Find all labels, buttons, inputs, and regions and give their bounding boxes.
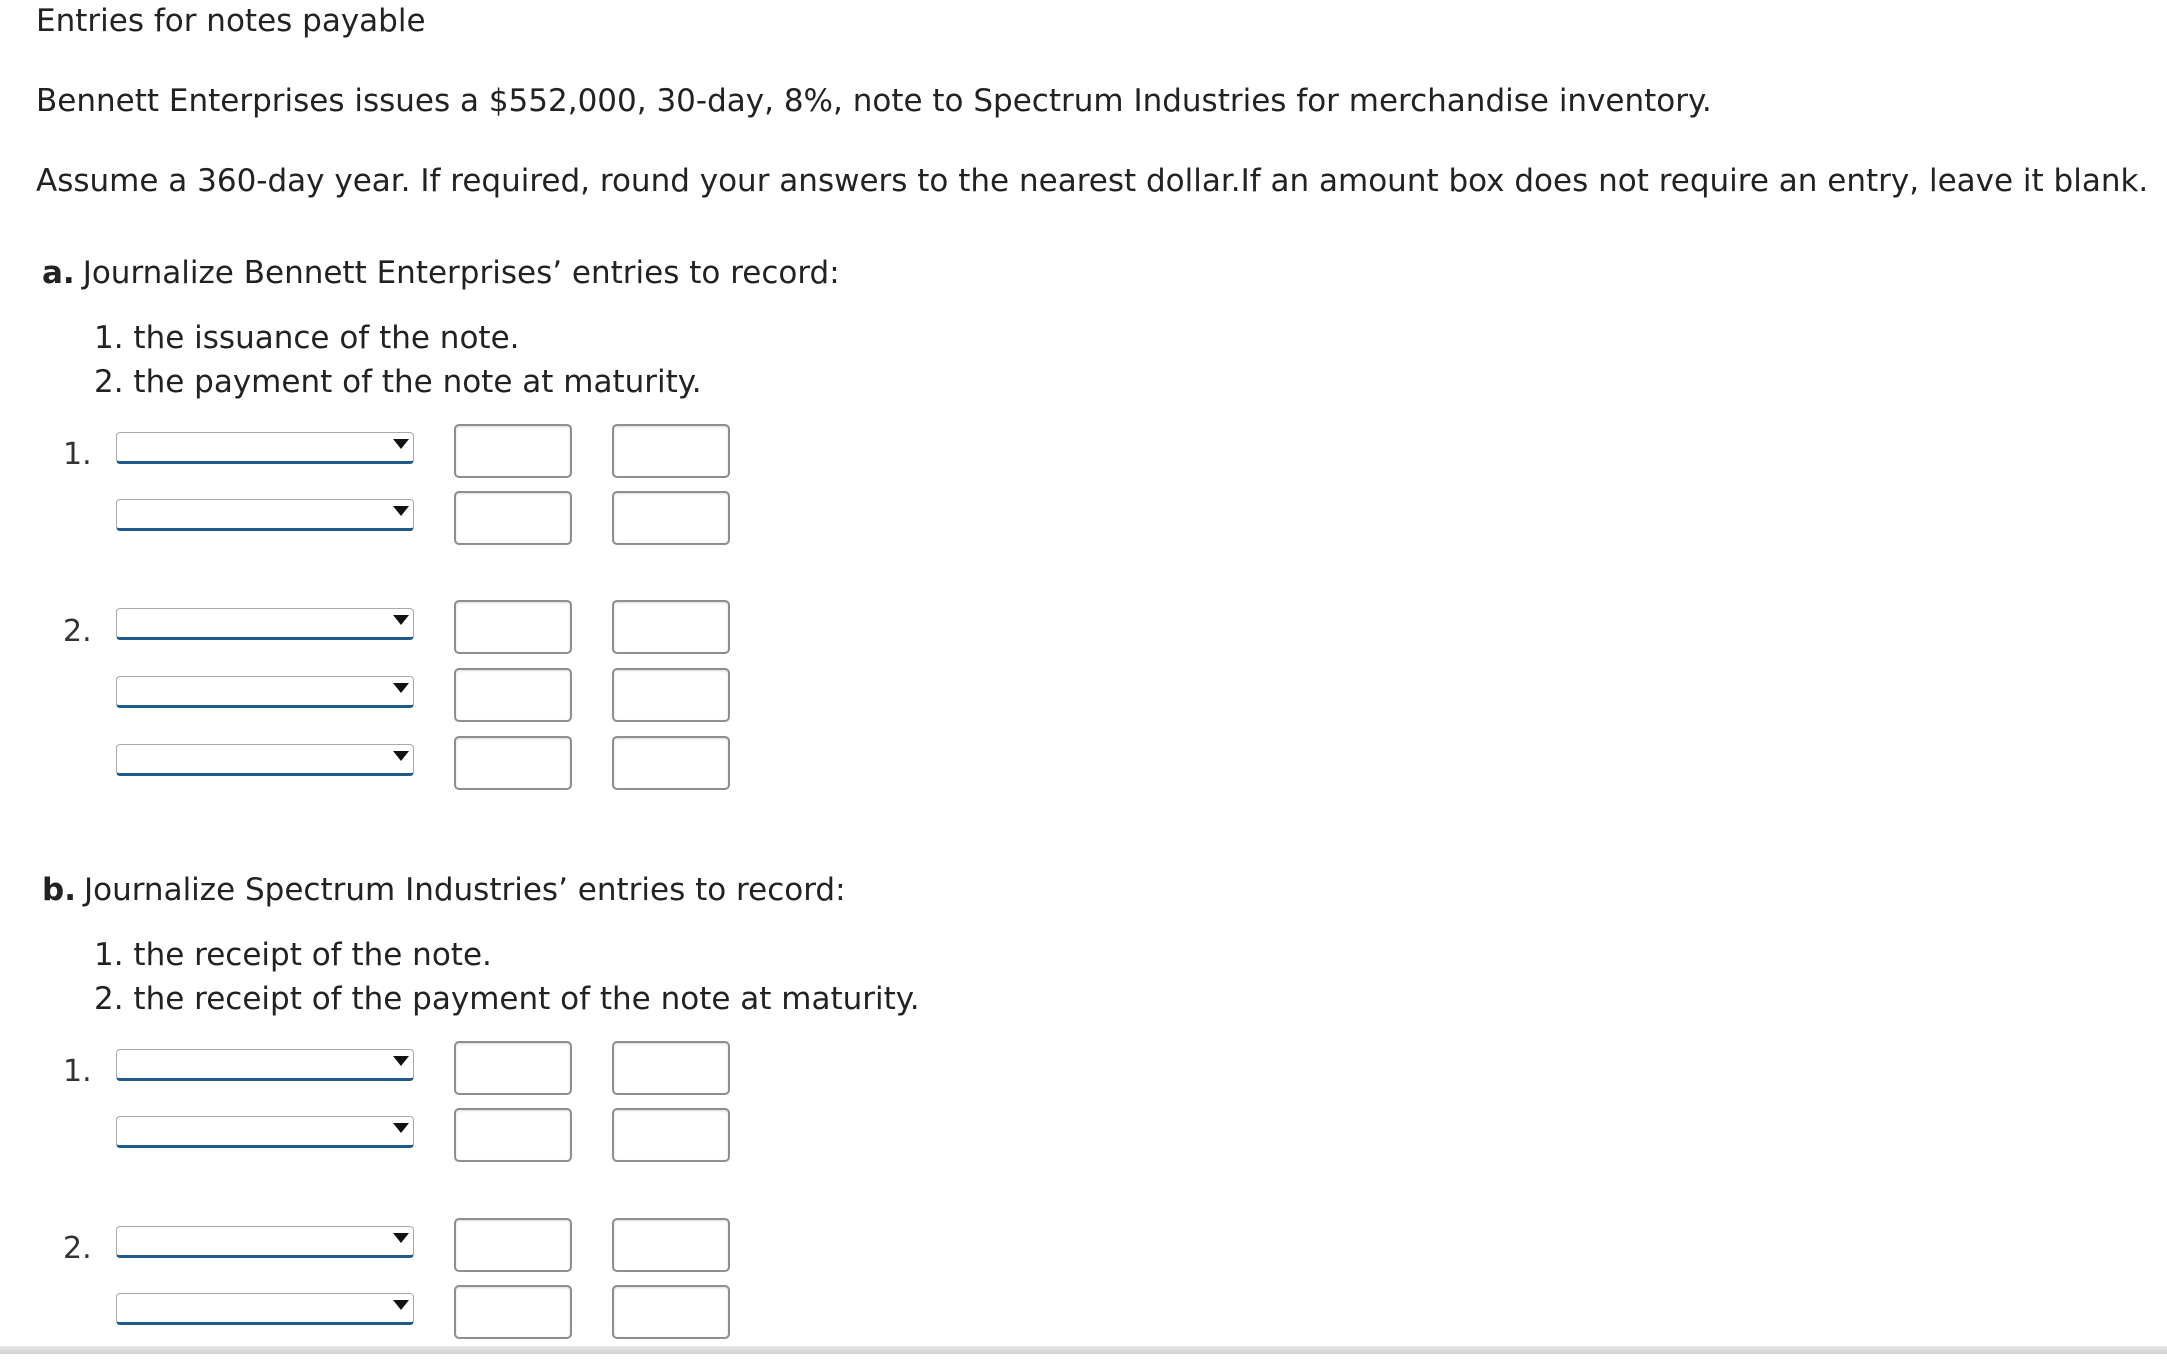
account-select[interactable] <box>116 1049 414 1081</box>
chevron-down-icon <box>393 506 409 516</box>
chevron-down-icon <box>393 1123 409 1133</box>
journal-row <box>116 1218 736 1272</box>
credit-amount-input[interactable] <box>612 600 730 654</box>
debit-amount-input[interactable] <box>454 1285 572 1339</box>
part-b-item-2: 2. the receipt of the payment of the note at maturity. <box>94 981 920 1017</box>
part-a-letter: a. <box>42 255 75 291</box>
journal-row <box>116 736 736 790</box>
part-b-heading <box>42 872 846 908</box>
chevron-down-icon <box>393 751 409 761</box>
credit-amount-input[interactable] <box>612 491 730 545</box>
credit-amount-input[interactable] <box>612 424 730 478</box>
journal-row <box>116 1108 736 1162</box>
credit-amount-input[interactable] <box>612 1041 730 1095</box>
account-select[interactable] <box>116 1226 414 1258</box>
chevron-down-icon <box>393 683 409 693</box>
account-select[interactable] <box>116 608 414 640</box>
debit-amount-input[interactable] <box>454 1041 572 1095</box>
chevron-down-icon <box>393 1300 409 1310</box>
debit-amount-input[interactable] <box>454 736 572 790</box>
part-a-item-1: 1. the issuance of the note. <box>94 320 520 356</box>
part-b-letter: b. <box>42 872 76 908</box>
debit-amount-input[interactable] <box>454 1108 572 1162</box>
debit-amount-input[interactable] <box>454 1218 572 1272</box>
journal-row <box>116 424 736 478</box>
credit-amount-input[interactable] <box>612 1218 730 1272</box>
account-select[interactable] <box>116 744 414 776</box>
account-select[interactable] <box>116 432 414 464</box>
debit-amount-input[interactable] <box>454 668 572 722</box>
credit-amount-input[interactable] <box>612 668 730 722</box>
chevron-down-icon <box>393 615 409 625</box>
part-a-heading <box>42 255 840 291</box>
credit-amount-input[interactable] <box>612 1285 730 1339</box>
part-a-entry-1-label: 1. <box>63 437 92 472</box>
credit-amount-input[interactable] <box>612 1108 730 1162</box>
debit-amount-input[interactable] <box>454 600 572 654</box>
part-a-item-2: 2. the payment of the note at maturity. <box>94 364 702 400</box>
problem-intro: Bennett Enterprises issues a $552,000, 30-day, 8%, note to Spectrum Industries for merchandise inventory. <box>36 83 1712 119</box>
account-select[interactable] <box>116 1293 414 1325</box>
part-b-entry-1-label: 1. <box>63 1054 92 1089</box>
journal-row <box>116 491 736 545</box>
account-select[interactable] <box>116 676 414 708</box>
part-a-heading-text: Journalize Bennett Enterprises’ entries to record: <box>82 255 840 291</box>
problem-title: Entries for notes payable <box>36 3 426 39</box>
chevron-down-icon <box>393 439 409 449</box>
chevron-down-icon <box>393 1233 409 1243</box>
account-select[interactable] <box>116 1116 414 1148</box>
bottom-scroll-edge <box>0 1346 2167 1354</box>
journal-row <box>116 668 736 722</box>
chevron-down-icon <box>393 1056 409 1066</box>
debit-amount-input[interactable] <box>454 491 572 545</box>
problem-instructions: Assume a 360-day year. If required, round your answers to the nearest dollar.If an amount box does not require an entry, leave it blank. <box>36 163 2149 199</box>
part-b-item-1: 1. the receipt of the note. <box>94 937 492 973</box>
credit-amount-input[interactable] <box>612 736 730 790</box>
debit-amount-input[interactable] <box>454 424 572 478</box>
account-select[interactable] <box>116 499 414 531</box>
part-b-entry-2-label: 2. <box>63 1231 92 1266</box>
part-b-heading-text: Journalize Spectrum Industries’ entries to record: <box>83 872 846 908</box>
journal-row <box>116 600 736 654</box>
journal-row <box>116 1041 736 1095</box>
journal-row <box>116 1285 736 1339</box>
part-a-entry-2-label: 2. <box>63 614 92 649</box>
